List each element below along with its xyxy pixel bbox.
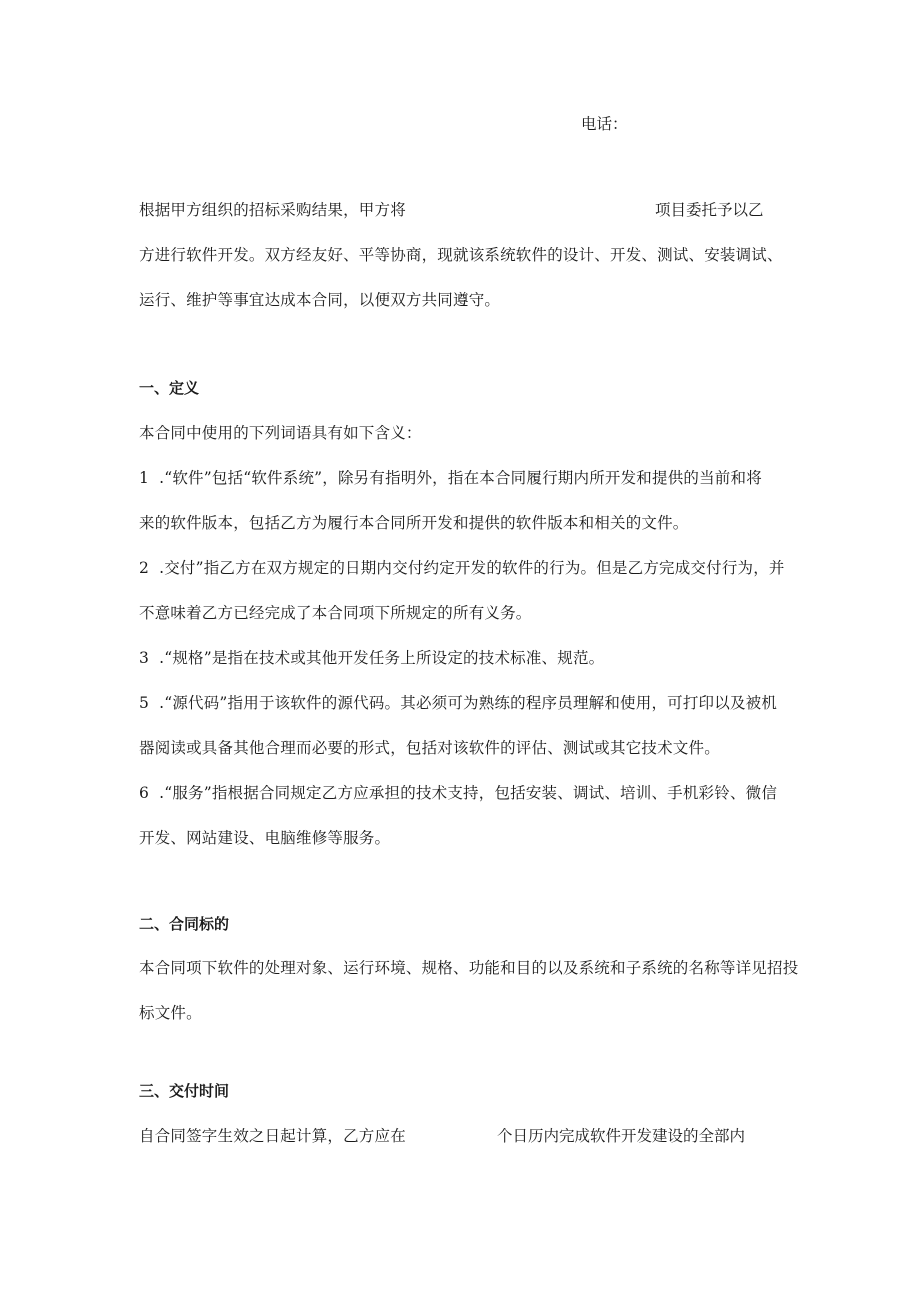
section-3-title: 三、交付时间 [139,1082,230,1100]
item-text: .“软件”包括“软件系统”，除另有指明外，指在本合同履行期内所开发和提供的当前和将 [159,469,762,487]
intro-line-1-left: 根据甲方组织的招标采购结果，甲方将 [139,201,406,219]
section-2-line-2: 标文件。 [139,1004,202,1022]
section-2-title: 二、合同标的 [139,915,230,933]
item-text: .“规格”是指在技术或其他开发任务上所设定的技术标准、规范。 [159,649,605,667]
section-1-title: 一、定义 [139,379,200,397]
item-number: 6 [139,784,150,802]
item-text-continued: 开发、网站建设、电脑维修等服务。 [139,829,391,847]
item-text: .交付”指乙方在双方规定的日期内交付约定开发的软件的行为。但是乙方完成交付行为，并 [159,559,785,577]
item-number: 2 [139,559,150,577]
intro-line-3: 运行、维护等事宜达成本合同，以便双方共同遵守。 [139,291,501,309]
item-text: .“服务”指根据合同规定乙方应承担的技术支持，包括安装、调试、培训、手机彩铃、微信 [159,784,778,802]
intro-line-1-right: 项目委托予以乙 [655,201,764,219]
item-text-continued: 器阅读或具备其他合理而必要的形式，包括对该软件的评估、测试或其它技术文件。 [139,739,720,757]
section-1-lead: 本合同中使用的下列词语具有如下含义： [139,424,422,442]
item-number: 3 [139,649,150,667]
section-2-line-1: 本合同项下软件的处理对象、运行环境、规格、功能和目的以及系统和子系统的名称等详见招投 [139,959,799,977]
item-number: 5 [139,694,150,712]
section-3-line-1-left: 自合同签字生效之日起计算，乙方应在 [139,1127,406,1145]
item-text-continued: 不意味着乙方已经完成了本合同项下所规定的所有义务。 [139,604,532,622]
phone-label: 电话： [581,115,628,133]
intro-line-2: 方进行软件开发。双方经友好、平等协商，现就该系统软件的设计、开发、测试、安装调试、 [139,246,783,264]
item-text-continued: 来的软件版本，包括乙方为履行本合同所开发和提供的软件版本和相关的文件。 [139,514,689,532]
item-number: 1 [139,469,150,487]
item-text: .“源代码”指用于该软件的源代码。其必须可为熟练的程序员理解和使用，可打印以及被机 [159,694,778,712]
section-3-line-1-right: 个日历内完成软件开发建设的全部内 [497,1127,746,1145]
